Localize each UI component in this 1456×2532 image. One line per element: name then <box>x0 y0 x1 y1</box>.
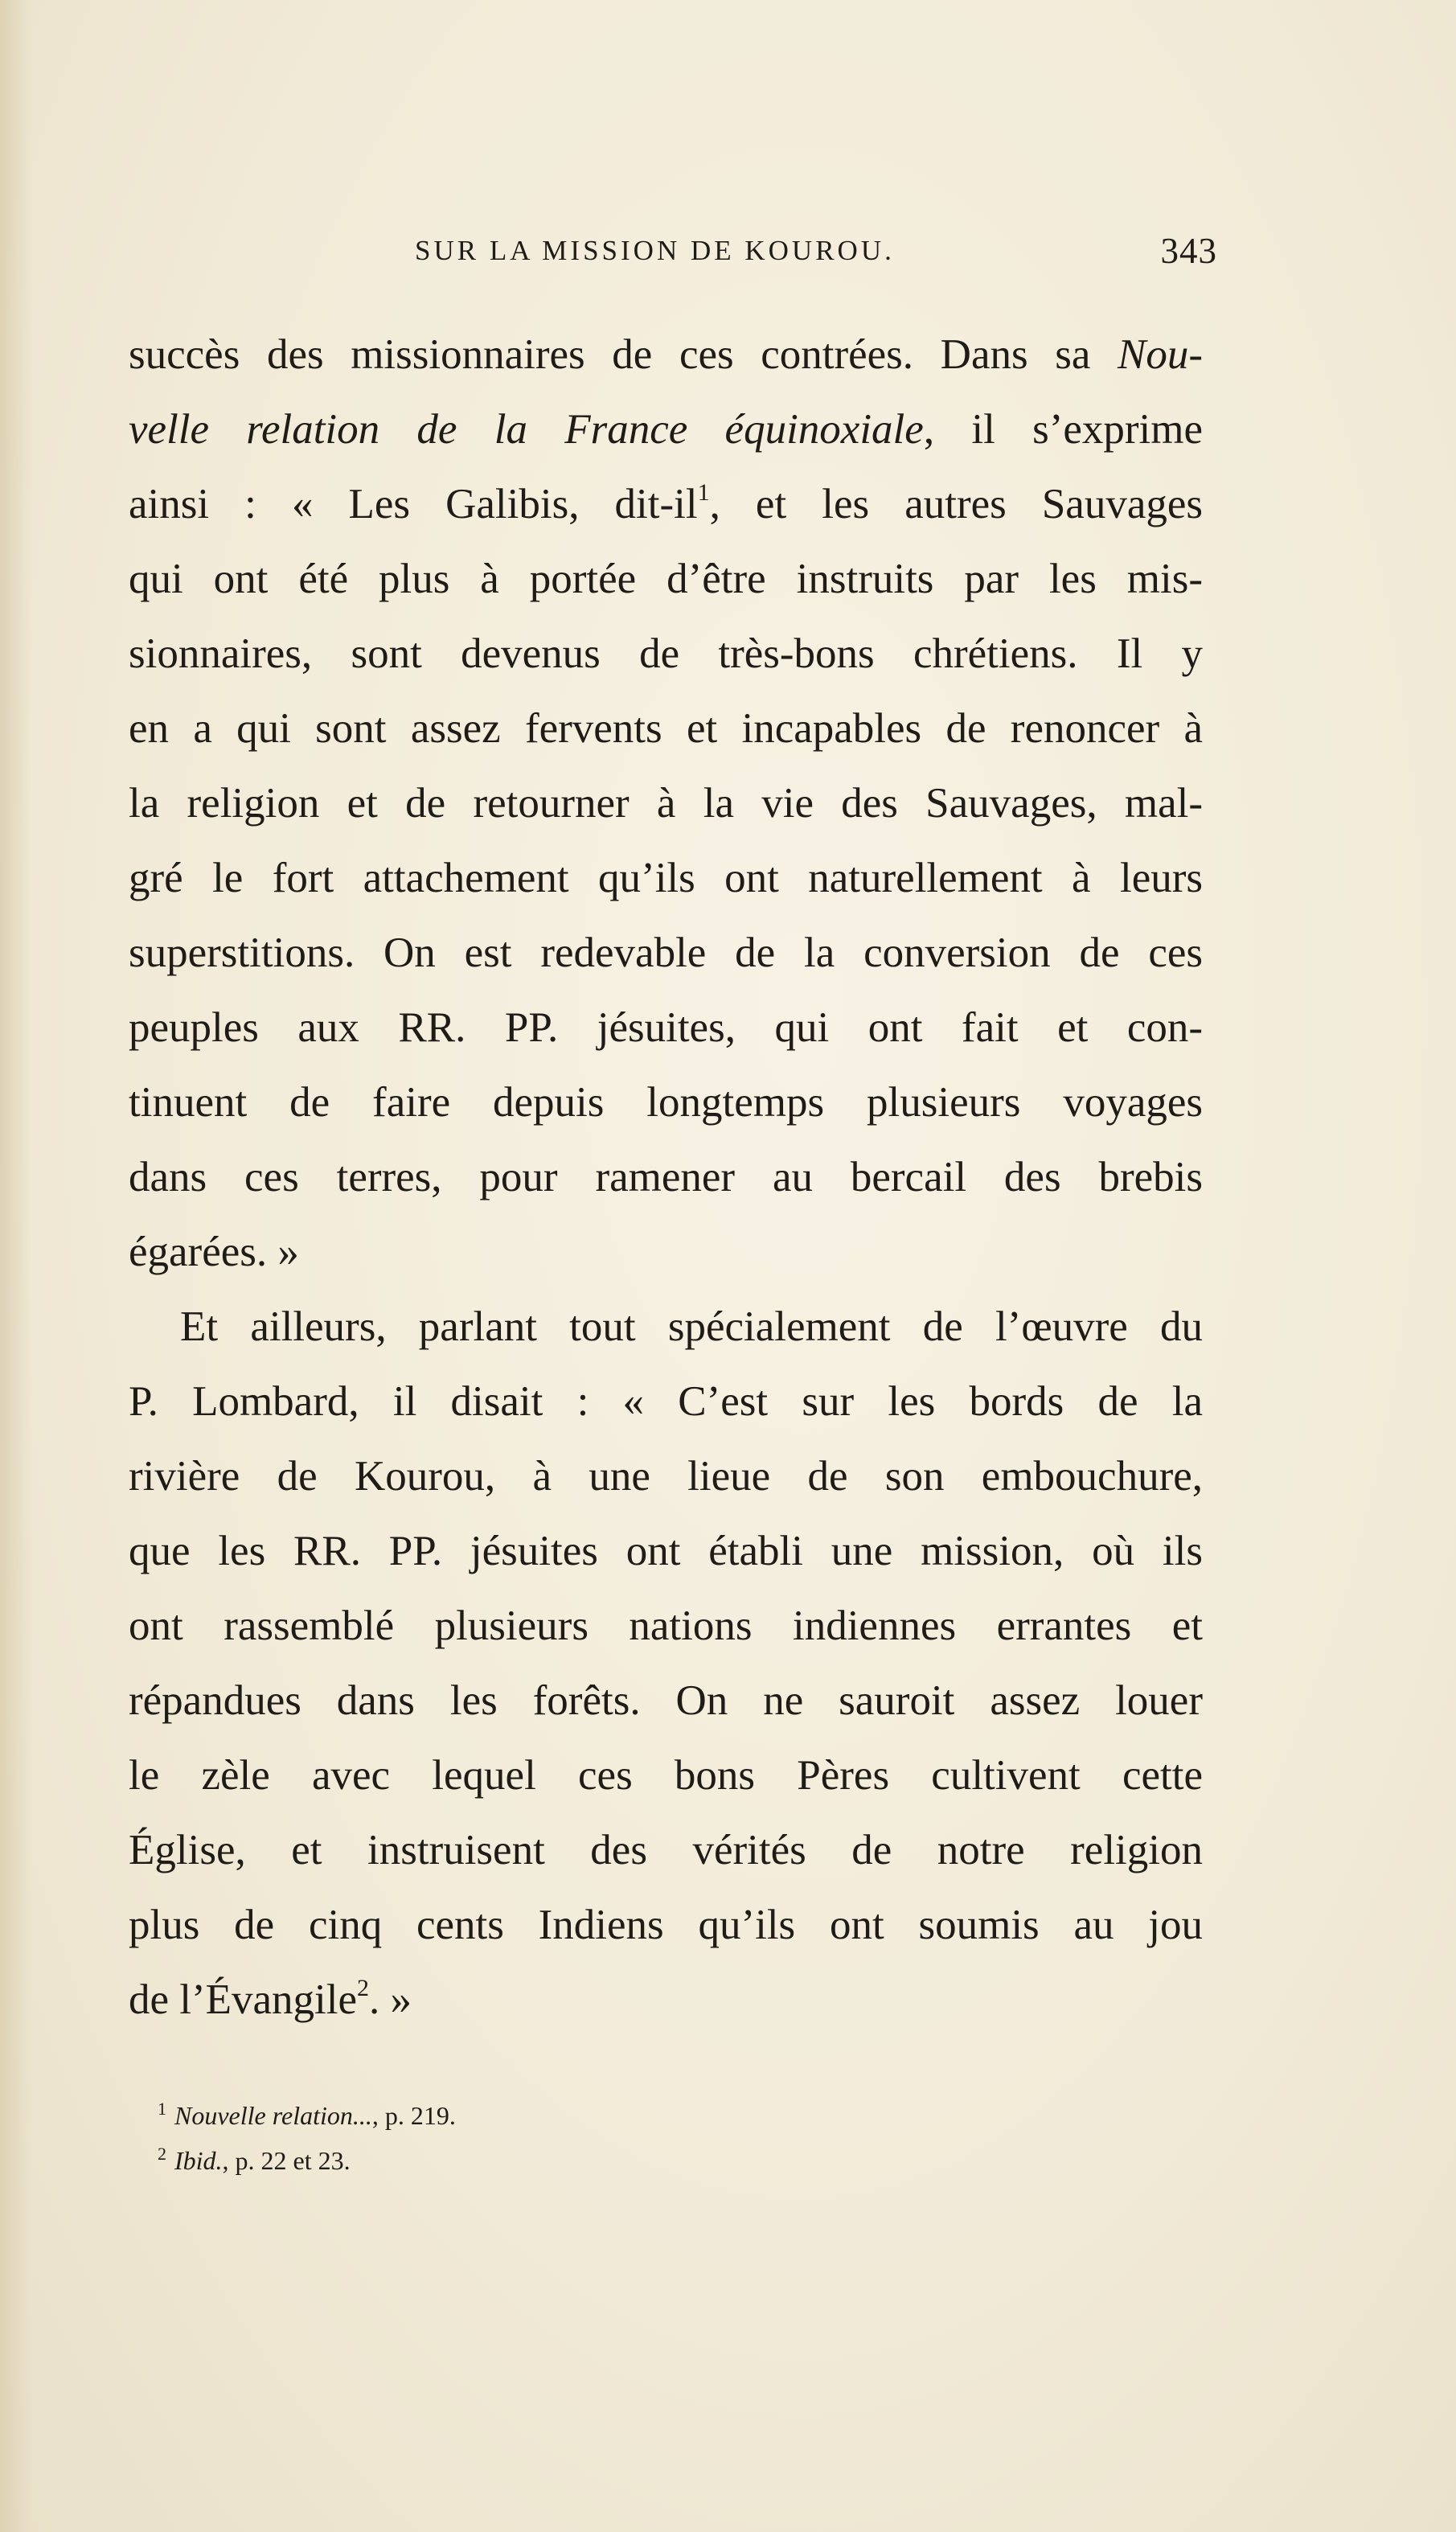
text-span: . » <box>369 1976 412 2023</box>
text-line: en a qui sont assez fervents et incapables de renoncer à <box>129 705 1203 752</box>
text-line: que les RR. PP. jésuites ont établi une mission, où ils <box>129 1528 1203 1574</box>
text-line <box>129 1963 1203 2038</box>
text-line: dans ces terres, pour ramener au bercail des brebis <box>129 1154 1203 1200</box>
italic-title: Nou- <box>1118 331 1203 378</box>
footnote <box>158 2087 881 2132</box>
text-line: qui ont été plus à portée d’être instruits par les mis- <box>129 556 1203 602</box>
text-span: , il s’exprime <box>923 406 1203 453</box>
text-line: Église, et instruisent des vérités de notre religion <box>129 1827 1203 1873</box>
footnote-ref-text: , p. 22 et 23. <box>222 2146 351 2175</box>
text-span: , et les autres Sauvages <box>709 481 1203 527</box>
footnote-number: 2 <box>158 2144 166 2164</box>
footnote-ref: 2 <box>357 1975 370 2001</box>
text-line: sionnaires, sont devenus de très-bons chrétiens. Il y <box>129 630 1203 677</box>
footnote-number: 1 <box>158 2099 166 2119</box>
footnote-ref-text: , p. 219. <box>371 2101 456 2130</box>
footnote <box>158 2132 881 2177</box>
text-line <box>129 392 1203 467</box>
text-line <box>129 467 1203 542</box>
body-text <box>129 318 1203 2038</box>
text-line: Et ailleurs, parlant tout spécialement de l’œuvre du <box>180 1303 1203 1350</box>
footnotes <box>158 2087 881 2177</box>
page-edge-shadow <box>0 0 32 2532</box>
text-line: peuples aux RR. PP. jésuites, qui ont fait et con- <box>129 1004 1203 1051</box>
text-line: répandues dans les forêts. On ne sauroit assez louer <box>129 1677 1203 1724</box>
text-line: plus de cinq cents Indiens qu’ils ont soumis au jou <box>129 1902 1203 1948</box>
text-line: tinuent de faire depuis longtemps plusieurs voyages <box>129 1079 1203 1126</box>
text-line <box>129 318 1203 392</box>
text-line: P. Lombard, il disait : « C’est sur les bords de la <box>129 1378 1203 1425</box>
footnote-ref: 1 <box>697 479 710 506</box>
text-line: ont rassemblé plusieurs nations indiennes errantes et <box>129 1603 1203 1649</box>
running-header <box>129 230 1217 278</box>
text-line: la religion et de retourner à la vie des Sauvages, mal- <box>129 780 1203 827</box>
footnote-title: Nouvelle relation... <box>174 2101 372 2130</box>
text-line: superstitions. On est redevable de la conversion de ces <box>129 929 1203 976</box>
footnote-title: Ibid. <box>174 2146 223 2175</box>
text-line: égarées. » <box>129 1229 299 1275</box>
running-title: SUR LA MISSION DE KOUROU. <box>415 235 895 266</box>
text-span: de l’Évangile <box>129 1976 358 2023</box>
text-line: gré le fort attachement qu’ils ont naturellement à leurs <box>129 855 1203 901</box>
text-line: rivière de Kourou, à une lieue de son embouchure, <box>129 1453 1203 1500</box>
italic-title: velle relation de la France équinoxiale <box>129 406 924 453</box>
page-number: 343 <box>1160 231 1217 271</box>
text-span: ainsi : « Les Galibis, dit-il <box>129 481 698 527</box>
text-span: succès des missionnaires de ces contrées. Dans sa <box>129 331 1118 378</box>
text-line: le zèle avec lequel ces bons Pères cultivent cette <box>129 1752 1203 1799</box>
